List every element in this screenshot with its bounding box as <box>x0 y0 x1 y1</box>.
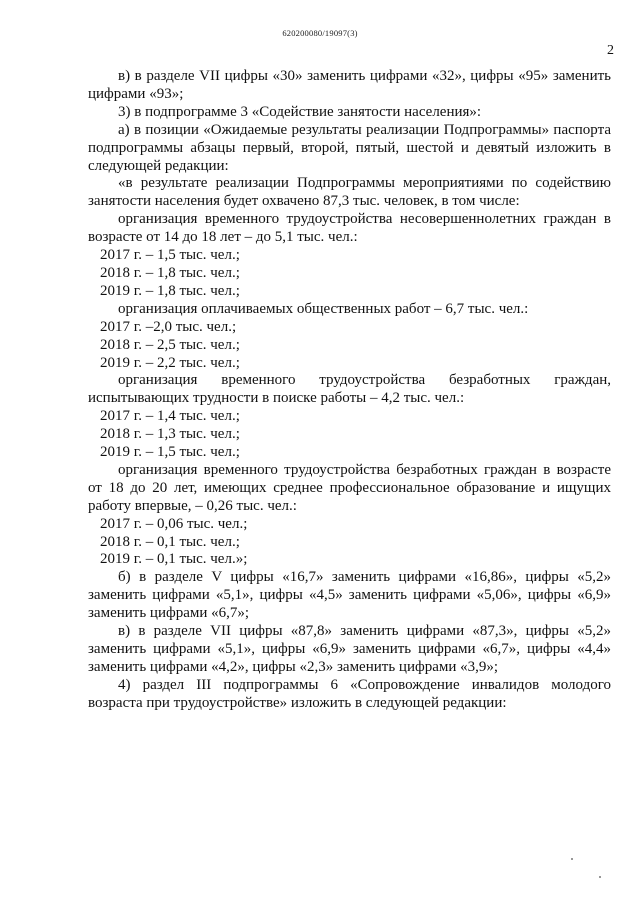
paragraph: а) в позиции «Ожидаемые результаты реализации Подпрограммы» паспорта подпрограммы абзацы первый, второй, пятый, шестой и девятый изложить в следующей редакции: <box>88 121 611 174</box>
paragraph: б) в разделе V цифры «16,7» заменить цифрами «16,86», цифры «5,2» заменить цифрами «5,1», цифры «4,5» заменить цифрами «5,06», цифры «6,9» заменить цифрами «6,7»; <box>88 569 611 622</box>
document-id: 620200080/19097(3) <box>282 28 358 38</box>
paragraph: организация временного трудоустройства несовершеннолетних граждан в возрасте от 14 до 18 лет – до 5,1 тыс. чел.: <box>88 211 611 246</box>
paragraph: организация временного трудоустройства безработных граждан в возрасте от 18 до 20 лет, имеющих среднее профессиональное образование и ищущих работу впервые, – 0,26 тыс. чел.: <box>88 461 611 514</box>
page-number: 2 <box>607 43 614 58</box>
year-line: 2019 г. – 1,5 тыс. чел.; <box>100 444 240 461</box>
year-line: 2018 г. – 2,5 тыс. чел.; <box>100 336 240 353</box>
paragraph: в) в разделе VII цифры «30» заменить цифрами «32», цифры «95» заменить цифрами «93»; <box>88 68 611 102</box>
year-line: 2018 г. – 0,1 тыс. чел.; <box>100 533 240 550</box>
paragraph: организация оплачиваемых общественных работ – 6,7 тыс. чел.: <box>118 300 529 317</box>
year-line: 2017 г. – 1,5 тыс. чел.; <box>100 247 240 264</box>
scan-speck <box>571 858 573 860</box>
year-line: 2017 г. – 1,4 тыс. чел.; <box>100 408 240 425</box>
year-line: 2019 г. – 0,1 тыс. чел.»; <box>100 551 248 568</box>
year-line: 2018 г. – 1,3 тыс. чел.; <box>100 426 240 443</box>
scan-speck <box>599 876 601 878</box>
document-body <box>88 68 611 713</box>
year-line: 2017 г. –2,0 тыс. чел.; <box>100 318 237 335</box>
year-line: 2018 г. – 1,8 тыс. чел.; <box>100 264 240 281</box>
year-line: 2019 г. – 2,2 тыс. чел.; <box>100 354 240 371</box>
year-line: 2017 г. – 0,06 тыс. чел.; <box>100 515 248 532</box>
paragraph: 4) раздел III подпрограммы 6 «Сопровождение инвалидов молодого возраста при трудоустройстве» изложить в следующей редакции: <box>88 676 611 711</box>
paragraph: в) в разделе VII цифры «87,8» заменить цифрами «87,3», цифры «5,2» заменить цифрами «5,1», цифры «6,9» заменить цифрами «6,7», цифры «4,4» заменить цифрами «4,2», цифры «2,3» заменить цифрами «3,9»; <box>88 623 611 675</box>
paragraph: организация временного трудоустройства безработных граждан, испытывающих трудности в поиске работы – 4,2 тыс. чел.: <box>88 372 611 407</box>
paragraph: «в результате реализации Подпрограммы мероприятиями по содействию занятости населения будет охвачено 87,3 тыс. человек, в том числе: <box>88 175 611 210</box>
year-line: 2019 г. – 1,8 тыс. чел.; <box>100 282 240 299</box>
paragraph: 3) в подпрограмме 3 «Содействие занятости населения»: <box>118 103 482 120</box>
